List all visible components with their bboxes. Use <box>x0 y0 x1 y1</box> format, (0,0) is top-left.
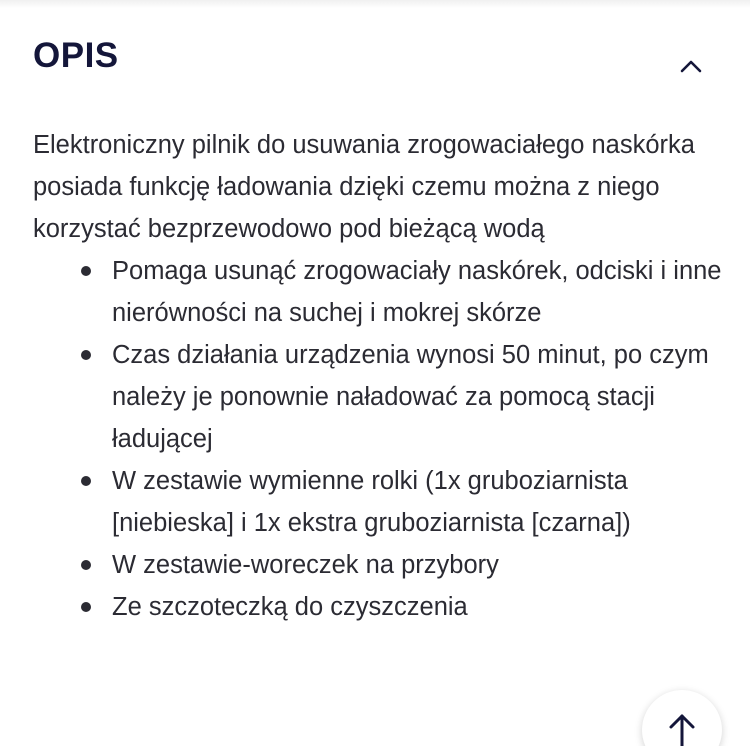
list-item-text: W zestawie-woreczek na przybory <box>112 551 499 579</box>
bullet-icon <box>81 602 91 612</box>
list-item-text: W zestawie wymienne rolki (1x gruboziarnista [niebieska] i 1x ekstra gruboziarnista [czarna]) <box>112 467 631 537</box>
feature-list <box>33 250 723 628</box>
chevron-up-icon[interactable] <box>677 52 705 80</box>
list-item <box>112 586 723 628</box>
top-card-shadow <box>0 0 750 8</box>
description-body <box>33 124 723 628</box>
bullet-icon <box>81 560 91 570</box>
list-item-text: Czas działania urządzenia wynosi 50 minut, po czym należy je ponownie naładować za pomocą stacji ładującej <box>112 341 709 453</box>
bullet-icon <box>81 266 91 276</box>
description-intro: Elektroniczny pilnik do usuwania zrogowaciałego naskórka posiada funkcję ładowania dzięki czemu można z niego korzystać bezprzewodowo pod bieżącą wodą <box>33 131 695 243</box>
bullet-icon <box>81 476 91 486</box>
description-section-header[interactable] <box>33 34 723 84</box>
list-item <box>112 544 723 586</box>
list-item <box>112 250 723 334</box>
list-item <box>112 334 723 460</box>
arrow-up-icon <box>666 712 698 746</box>
list-item-text: Ze szczoteczką do czyszczenia <box>112 593 468 621</box>
scroll-to-top-button[interactable] <box>642 690 722 746</box>
bullet-icon <box>81 350 91 360</box>
list-item-text: Pomaga usunąć zrogowaciały naskórek, odciski i inne nierówności na suchej i mokrej skórze <box>112 257 722 327</box>
list-item <box>112 460 723 544</box>
section-title: OPIS <box>33 36 119 75</box>
